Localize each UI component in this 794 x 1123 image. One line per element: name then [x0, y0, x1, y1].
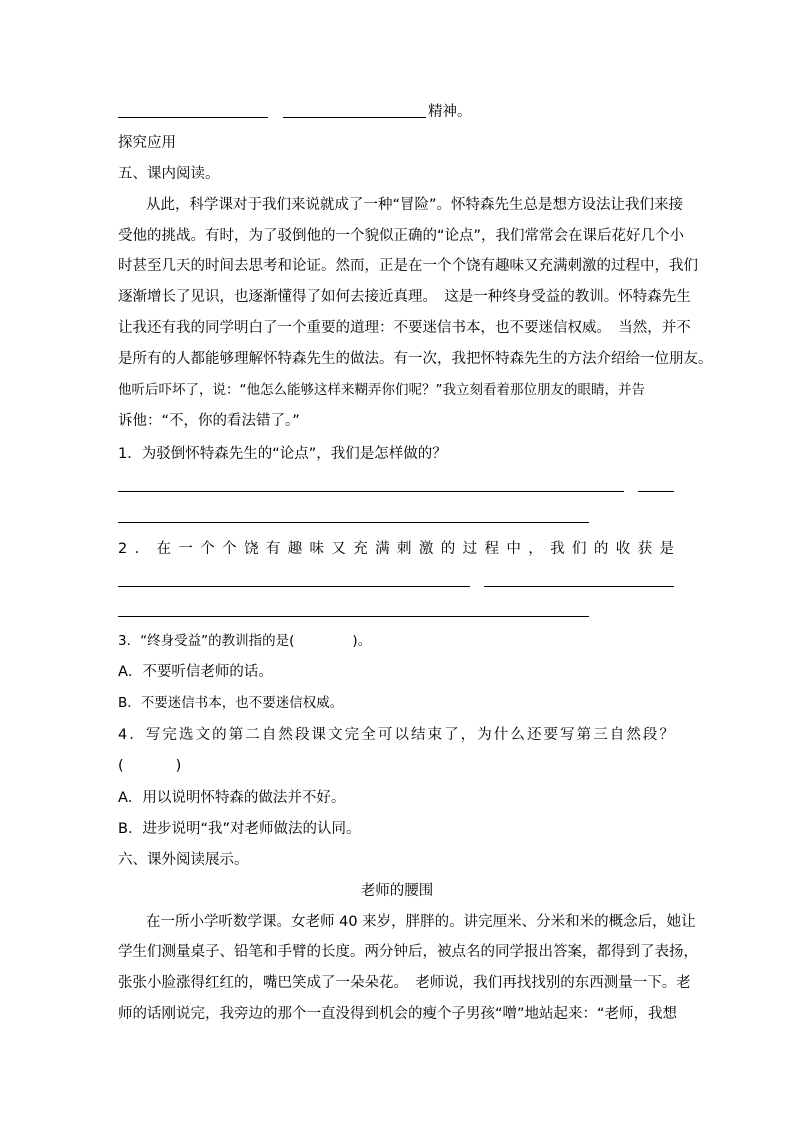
answer-blank[interactable] [283, 117, 426, 118]
answer-blank[interactable] [118, 586, 470, 587]
section-heading-explore: 探究应用 [118, 135, 176, 151]
question-3 [118, 631, 371, 651]
answer-blank[interactable] [118, 491, 624, 492]
question-3-prefix: 3．“终身受益”的教训指的是( [118, 633, 295, 649]
passage-line: 是所有的人都能够理解怀特森先生的做法。有一次，我把怀特森先生的方法介绍给一位朋友。 [118, 351, 713, 367]
answer-blank[interactable] [118, 522, 589, 523]
passage-line: 师的话刚说完，我旁边的那个一直没得到机会的瘦个子男孩“噌”地站起来：“老师，我想 [118, 1006, 678, 1022]
section-heading-5: 五、课内阅读。 [118, 166, 220, 182]
option-a: A．不要听信老师的话。 [118, 664, 273, 680]
paren-open: ( [118, 758, 124, 774]
passage-line: 他听后吓坏了，说：“他怎么能够这样来糊弄你们呢？”我立刻看着那位朋友的眼睛，并告 [118, 382, 645, 398]
question-3-suffix: )。 [352, 633, 372, 649]
top-line-suffix: 精神。 [428, 104, 472, 120]
answer-blank[interactable] [638, 491, 674, 492]
answer-blank[interactable] [118, 117, 268, 118]
answer-blank[interactable] [484, 586, 674, 587]
option-b: B．不要迷信书本，也不要迷信权威。 [118, 695, 344, 711]
passage-line: 受他的挑战。有时，为了驳倒他的一个貌似正确的“论点”，我们常常会在课后花好几个小 [118, 228, 685, 244]
question-2: 2．在一个个饶有趣味又充满刺激的过程中，我们的收获是 [118, 541, 674, 557]
question-4: 4．写完选文的第二自然段课文完全可以结束了，为什么还要写第三自然段？ [118, 727, 674, 743]
option-a: A．用以说明怀特森的做法并不好。 [118, 790, 346, 806]
passage-line: 逐渐增长了见识，也逐渐懂得了如何去接近真理。 这是一种终身受益的教训。怀特森先生 [118, 289, 691, 305]
option-b: B．进步说明“我”对老师做法的认同。 [118, 821, 361, 837]
question-4-answer [118, 756, 181, 776]
section-heading-6: 六、课外阅读展示。 [118, 852, 249, 868]
answer-blank[interactable] [118, 616, 589, 617]
passage-line: 时甚至几天的时间去思考和论证。然而，正是在一个个饶有趣味又充满刺激的过程中，我们 [118, 258, 698, 274]
question-1: 1．为驳倒怀特森先生的“论点”，我们是怎样做的？ [118, 446, 447, 462]
passage-line: 张张小脸涨得红红的，嘴巴笑成了一朵朵花。 老师说，我们再找找别的东西测量一下。老 [118, 975, 691, 991]
passage-line: 在一所小学听数学课。女老师 40 来岁，胖胖的。讲完厘米、分米和米的概念后，她让 [146, 914, 696, 930]
paren-close: ) [175, 758, 182, 774]
passage-line: 诉他：“不，你的看法错了。” [118, 413, 300, 429]
article-title: 老师的腰围 [360, 883, 434, 899]
passage-line: 让我还有我的同学明白了一个重要的道理：不要迷信书本，也不要迷信权威。 当然，并不 [118, 320, 691, 336]
passage-line: 学生们测量桌子、铅笔和手臂的长度。两分钟后，被点名的同学报出答案，都得到了表扬， [118, 944, 698, 960]
passage-line: 从此，科学课对于我们来说就成了一种“冒险”。怀特森先生总是想方设法让我们来接 [146, 197, 684, 213]
